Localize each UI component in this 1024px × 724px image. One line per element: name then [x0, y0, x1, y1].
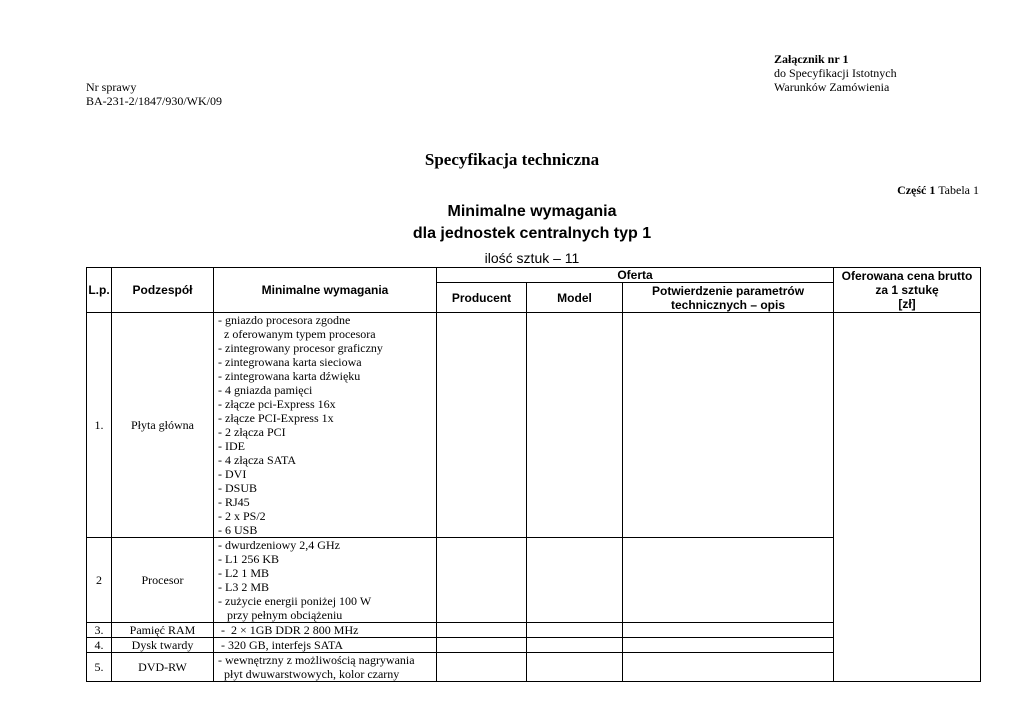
model-cell [527, 623, 623, 638]
attachment-line-3: Warunków Zamówienia [774, 80, 890, 94]
row-lp: 5. [87, 653, 112, 682]
case-number-block [86, 80, 222, 108]
model-cell [527, 538, 623, 623]
row-lp: 1. [87, 313, 112, 538]
part-number: Część 1 [897, 183, 936, 197]
case-label: Nr sprawy [86, 80, 137, 94]
row-lp: 4. [87, 638, 112, 653]
section-subtitle [0, 201, 1024, 245]
document-title: Specyfikacja techniczna [424, 150, 600, 169]
quantity-label: ilość sztuk – 11 [484, 250, 580, 266]
case-number: BA-231-2/1847/930/WK/09 [86, 94, 222, 108]
requirement-line: - DVI [218, 467, 247, 481]
requirement-line: - dwurdzeniowy 2,4 GHz [218, 538, 340, 552]
header-model: Model [527, 283, 623, 313]
row-requirements [214, 653, 437, 682]
requirement-line: - 2 × 1GB DDR 2 800 MHz [218, 623, 359, 637]
requirement-line: - 320 GB, interfejs SATA [218, 638, 344, 652]
row-requirements [214, 638, 437, 653]
producer-cell [437, 313, 527, 538]
requirement-line: - 6 USB [218, 523, 258, 537]
producer-cell [437, 653, 527, 682]
row-component: Procesor [112, 538, 214, 623]
row-requirements [214, 313, 437, 538]
requirement-line: z oferowanym typem procesora [218, 327, 376, 341]
row-component: DVD-RW [112, 653, 214, 682]
row-component: Pamięć RAM [112, 623, 214, 638]
requirement-line: - L3 2 MB [218, 580, 269, 594]
confirmation-cell [623, 653, 834, 682]
row-lp: 3. [87, 623, 112, 638]
header-requirements: Minimalne wymagania [214, 268, 437, 313]
requirement-line: - zintegrowana karta dźwięku [218, 369, 361, 383]
header-price-line-2: za 1 sztukę [875, 283, 939, 297]
header-lp: L.p. [87, 268, 112, 313]
requirement-line: - gniazdo procesora zgodne [218, 313, 351, 327]
row-requirements [214, 538, 437, 623]
row-requirements [214, 623, 437, 638]
header-confirmation-line-2: technicznych – opis [670, 297, 786, 312]
model-cell [527, 638, 623, 653]
requirement-line: - 2 złącza PCI [218, 425, 286, 439]
header-price-line-3: [zł] [898, 297, 916, 311]
requirement-line: - 2 x PS/2 [218, 509, 266, 523]
requirement-line: - zużycie energii poniżej 100 W [218, 594, 372, 608]
specification-table [86, 267, 981, 682]
header-component: Podzespół [112, 268, 214, 313]
requirement-line: - zintegrowana karta sieciowa [218, 355, 362, 369]
requirement-line: przy pełnym obciążeniu [218, 608, 343, 622]
part-label [897, 183, 979, 198]
header-confirmation [623, 283, 834, 313]
row-component: Płyta główna [112, 313, 214, 538]
header-price [834, 268, 981, 313]
confirmation-cell [623, 638, 834, 653]
header-producer: Producent [437, 283, 527, 313]
row-component: Dysk twardy [112, 638, 214, 653]
attachment-number: Załącznik nr 1 [774, 52, 849, 66]
confirmation-cell [623, 313, 834, 538]
confirmation-cell [623, 538, 834, 623]
header-price-line-1: Oferowana cena brutto [841, 269, 973, 283]
requirement-line: - złącze pci-Express 16x [218, 397, 336, 411]
attachment-line-2: do Specyfikacji Istotnych [774, 66, 897, 80]
model-cell [527, 653, 623, 682]
requirement-line: - złącze PCI-Express 1x [218, 411, 334, 425]
requirement-line: - L2 1 MB [218, 566, 269, 580]
price-cell [834, 313, 981, 682]
requirement-line: płyt dwuwarstwowych, kolor czarny [218, 667, 400, 681]
requirement-line: - 4 gniazda pamięci [218, 383, 313, 397]
requirement-line: - wewnętrzny z możliwością nagrywania [218, 653, 415, 667]
model-cell [527, 313, 623, 538]
subtitle-line-1: Minimalne wymagania [447, 203, 617, 220]
subtitle-line-2: dla jednostek centralnych typ 1 [412, 225, 652, 242]
requirement-line: - IDE [218, 439, 245, 453]
producer-cell [437, 638, 527, 653]
confirmation-cell [623, 623, 834, 638]
header-confirmation-line-1: Potwierdzenie parametrów [651, 283, 805, 298]
producer-cell [437, 538, 527, 623]
header-offer: Oferta [437, 268, 834, 283]
requirement-line: - DSUB [218, 481, 258, 495]
requirement-line: - L1 256 KB [218, 552, 279, 566]
requirement-line: - zintegrowany procesor graficzny [218, 341, 383, 355]
table-label: Tabela 1 [938, 183, 979, 197]
requirement-line: - RJ45 [218, 495, 250, 509]
attachment-header [774, 52, 897, 94]
producer-cell [437, 623, 527, 638]
requirement-line: - 4 złącza SATA [218, 453, 297, 467]
row-lp: 2 [87, 538, 112, 623]
table-row [87, 313, 981, 538]
